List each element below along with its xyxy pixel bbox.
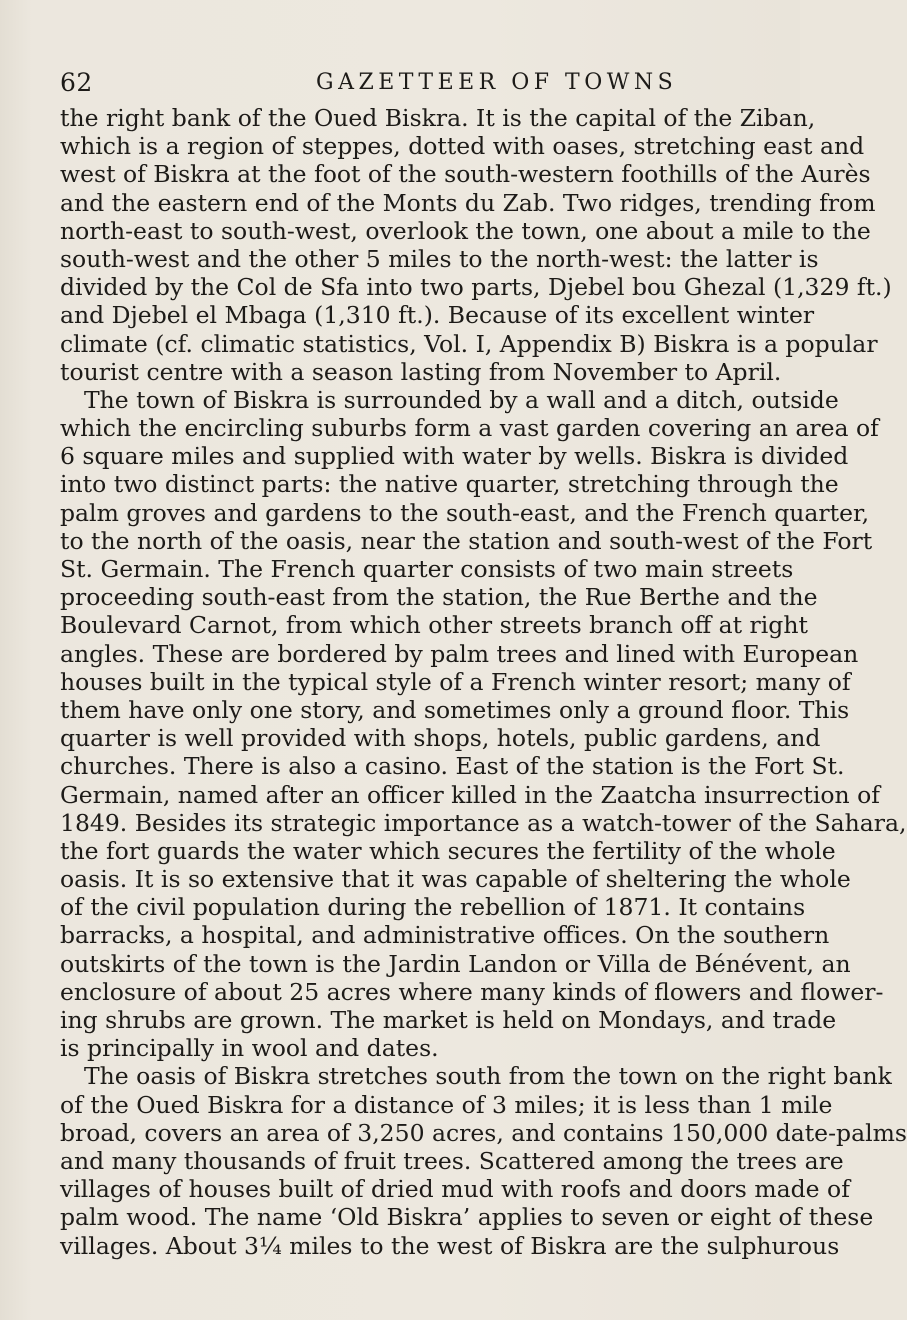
text-line: The town of Biskra is surrounded by a wall and a ditch, outside: [84, 385, 839, 414]
text-line: proceeding south-east from the station, the Rue Berthe and the: [60, 583, 818, 612]
text-line: west of Biskra at the foot of the south-western foothills of the Aurès: [60, 160, 871, 189]
text-line: tourist centre with a season lasting from November to April.: [60, 357, 782, 386]
text-line: houses built in the typical style of a French winter resort; many of: [60, 667, 851, 696]
text-line: churches. There is also a casino. East of the station is the Fort St.: [60, 752, 845, 781]
text-line: 1849. Besides its strategic importance as a watch-tower of the Sahara,: [60, 808, 907, 837]
text-line: enclosure of about 25 acres where many kinds of flowers and flower-: [60, 977, 884, 1006]
text-line: which is a region of steppes, dotted with oases, stretching east and: [60, 132, 865, 161]
text-line: angles. These are bordered by palm trees and lined with European: [60, 639, 859, 668]
text-line: The oasis of Biskra stretches south from the town on the right bank: [84, 1062, 892, 1091]
text-line: Boulevard Carnot, from which other streets branch off at right: [60, 611, 808, 640]
page-header: [60, 68, 790, 102]
text-line: 6 square miles and supplied with water by wells. Biskra is divided: [60, 442, 849, 471]
text-line: climate (cf. climatic statistics, Vol. I, Appendix B) Biskra is a popular: [60, 329, 878, 358]
text-line: of the civil population during the rebellion of 1871. It contains: [60, 893, 806, 922]
text-line: palm groves and gardens to the south-east, and the French quarter,: [60, 498, 870, 527]
text-line: Germain, named after an officer killed in the Zaatcha insurrection of: [60, 780, 880, 809]
page-number: 62: [60, 68, 93, 97]
text-line: them have only one story, and sometimes only a ground floor. This: [60, 695, 850, 724]
text-line: to the north of the oasis, near the station and south-west of the Fort: [60, 526, 873, 555]
text-line: and many thousands of fruit trees. Scattered among the trees are: [60, 1146, 844, 1175]
text-line: and the eastern end of the Monts du Zab. Two ridges, trending from: [60, 188, 876, 217]
text-line: the right bank of the Oued Biskra. It is the capital of the Ziban,: [60, 104, 816, 132]
text-line: outskirts of the town is the Jardin Landon or Villa de Bénévent, an: [60, 949, 851, 978]
text-line: quarter is well provided with shops, hotels, public gardens, and: [60, 724, 821, 753]
text-line: and Djebel el Mbaga (1,310 ft.). Because of its excellent winter: [60, 301, 815, 330]
text-line: south-west and the other 5 miles to the north-west: the latter is: [60, 244, 819, 273]
text-line: villages. About 3¼ miles to the west of Biskra are the sulphurous: [60, 1231, 840, 1260]
body-text: [60, 104, 907, 1260]
text-line: St. Germain. The French quarter consists of two main streets: [60, 555, 794, 583]
text-line: broad, covers an area of 3,250 acres, and contains 150,000 date-palms: [60, 1118, 907, 1147]
text-line: ing shrubs are grown. The market is held on Mondays, and trade: [60, 1006, 837, 1034]
text-line: the fort guards the water which secures the fertility of the whole: [60, 836, 836, 865]
text-line: divided by the Col de Sfa into two parts, Djebel bou Ghezal (1,329 ft.): [60, 273, 892, 302]
text-line: oasis. It is so extensive that it was capable of sheltering the whole: [60, 865, 851, 894]
running-head: GAZETTEER OF TOWNS: [316, 70, 678, 95]
text-line: of the Oued Biskra for a distance of 3 miles; it is less than 1 mile: [60, 1090, 833, 1119]
text-line: villages of houses built of dried mud with roofs and doors made of: [60, 1175, 850, 1204]
text-line: palm wood. The name ‘Old Biskra’ applies to seven or eight of these: [60, 1203, 874, 1232]
text-line: which the encircling suburbs form a vast garden covering an area of: [60, 414, 879, 443]
text-line: is principally in wool and dates.: [60, 1034, 439, 1063]
text-line: north-east to south-west, overlook the town, one about a mile to the: [60, 216, 871, 245]
text-line: barracks, a hospital, and administrative offices. On the southern: [60, 921, 830, 950]
text-line: into two distinct parts: the native quarter, stretching through the: [60, 470, 839, 499]
